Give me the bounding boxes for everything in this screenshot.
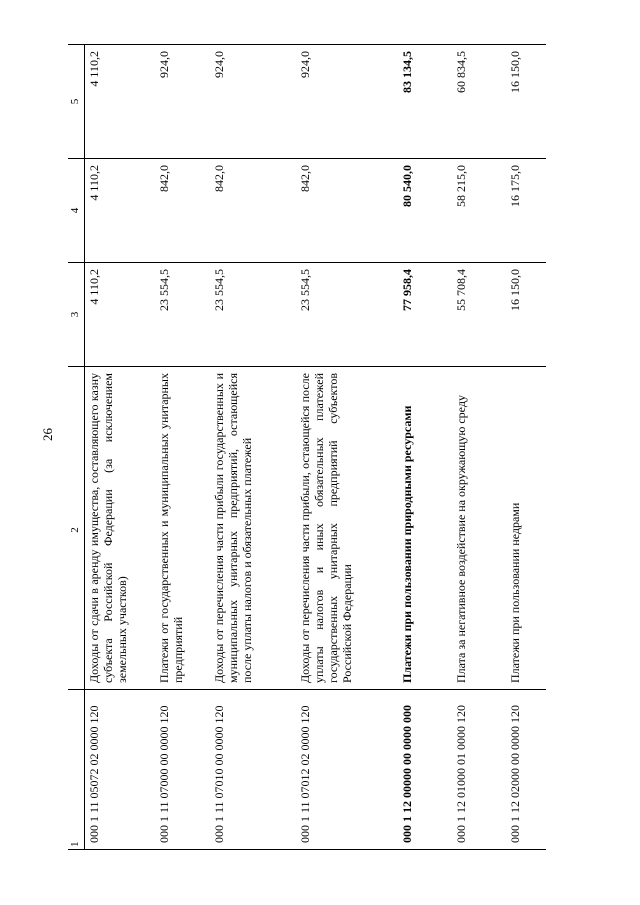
row-value-5: 924,0 [210,45,296,159]
row-value-3: 16 150,0 [506,263,546,367]
row-value-3: 77 958,4 [398,263,452,367]
row-value-4: 842,0 [210,159,296,263]
row-value-4: 58 215,0 [452,159,506,263]
row-code: 000 1 11 07010 00 0000 120 [210,690,296,850]
row-code: 000 1 12 01000 01 0000 120 [452,690,506,850]
col-header-4: 4 [68,159,85,263]
row-value-4: 842,0 [155,159,210,263]
header-row [68,45,85,850]
table-row [296,45,398,850]
row-value-5: 83 134,5 [398,45,452,159]
rotated-table-wrapper [68,45,550,850]
row-code: 000 1 12 00000 00 0000 000 [398,690,452,850]
col-header-1: 1 [68,690,85,850]
table-row [85,45,155,850]
row-code: 000 1 11 05072 02 0000 120 [85,690,155,850]
row-value-4: 4 110,2 [85,159,155,263]
row-value-5: 4 110,2 [85,45,155,159]
table-row [452,45,506,850]
row-value-5: 60 834,5 [452,45,506,159]
page-number: 26 [40,428,55,441]
col-header-5: 5 [68,45,85,159]
row-name: Плата за негативное воздействие на окружающую среду [452,367,506,690]
row-value-3: 55 708,4 [452,263,506,367]
row-value-5: 924,0 [155,45,210,159]
row-value-3: 4 110,2 [85,263,155,367]
row-value-3: 23 554,5 [296,263,398,367]
table-row [506,45,546,850]
row-name: Платежи от государственных и муниципальных унитарных предприятий [155,367,210,690]
revenue-table [68,44,546,850]
col-header-3: 3 [68,263,85,367]
row-name: Платежи при пользовании недрами [506,367,546,690]
row-name: Платежи при пользовании природными ресурсами [398,367,452,690]
row-value-5: 16 150,0 [506,45,546,159]
table-row [210,45,296,850]
row-value-3: 23 554,5 [210,263,296,367]
row-value-4: 80 540,0 [398,159,452,263]
row-value-5: 924,0 [296,45,398,159]
row-name: Доходы от перечисления части прибыли государственных и муниципальных унитарных предприятий, остающейся после уплаты налогов и обязательных платежей [210,367,296,690]
row-code: 000 1 12 02000 00 0000 120 [506,690,546,850]
table-row [155,45,210,850]
row-name: Доходы от перечисления части прибыли, остающейся после уплаты налогов и иных обязательных платежей государственных унитарных предприятий субъектов Российской Федерации [296,367,398,690]
row-code: 000 1 11 07012 02 0000 120 [296,690,398,850]
row-name: Доходы от сдачи в аренду имущества, составляющего казну субъекта Российской Федерации (за исключением земельных участков) [85,367,155,690]
col-header-2: 2 [68,367,85,690]
row-value-4: 842,0 [296,159,398,263]
row-value-4: 16 175,0 [506,159,546,263]
row-value-3: 23 554,5 [155,263,210,367]
row-code: 000 1 11 07000 00 0000 120 [155,690,210,850]
table-row [398,45,452,850]
